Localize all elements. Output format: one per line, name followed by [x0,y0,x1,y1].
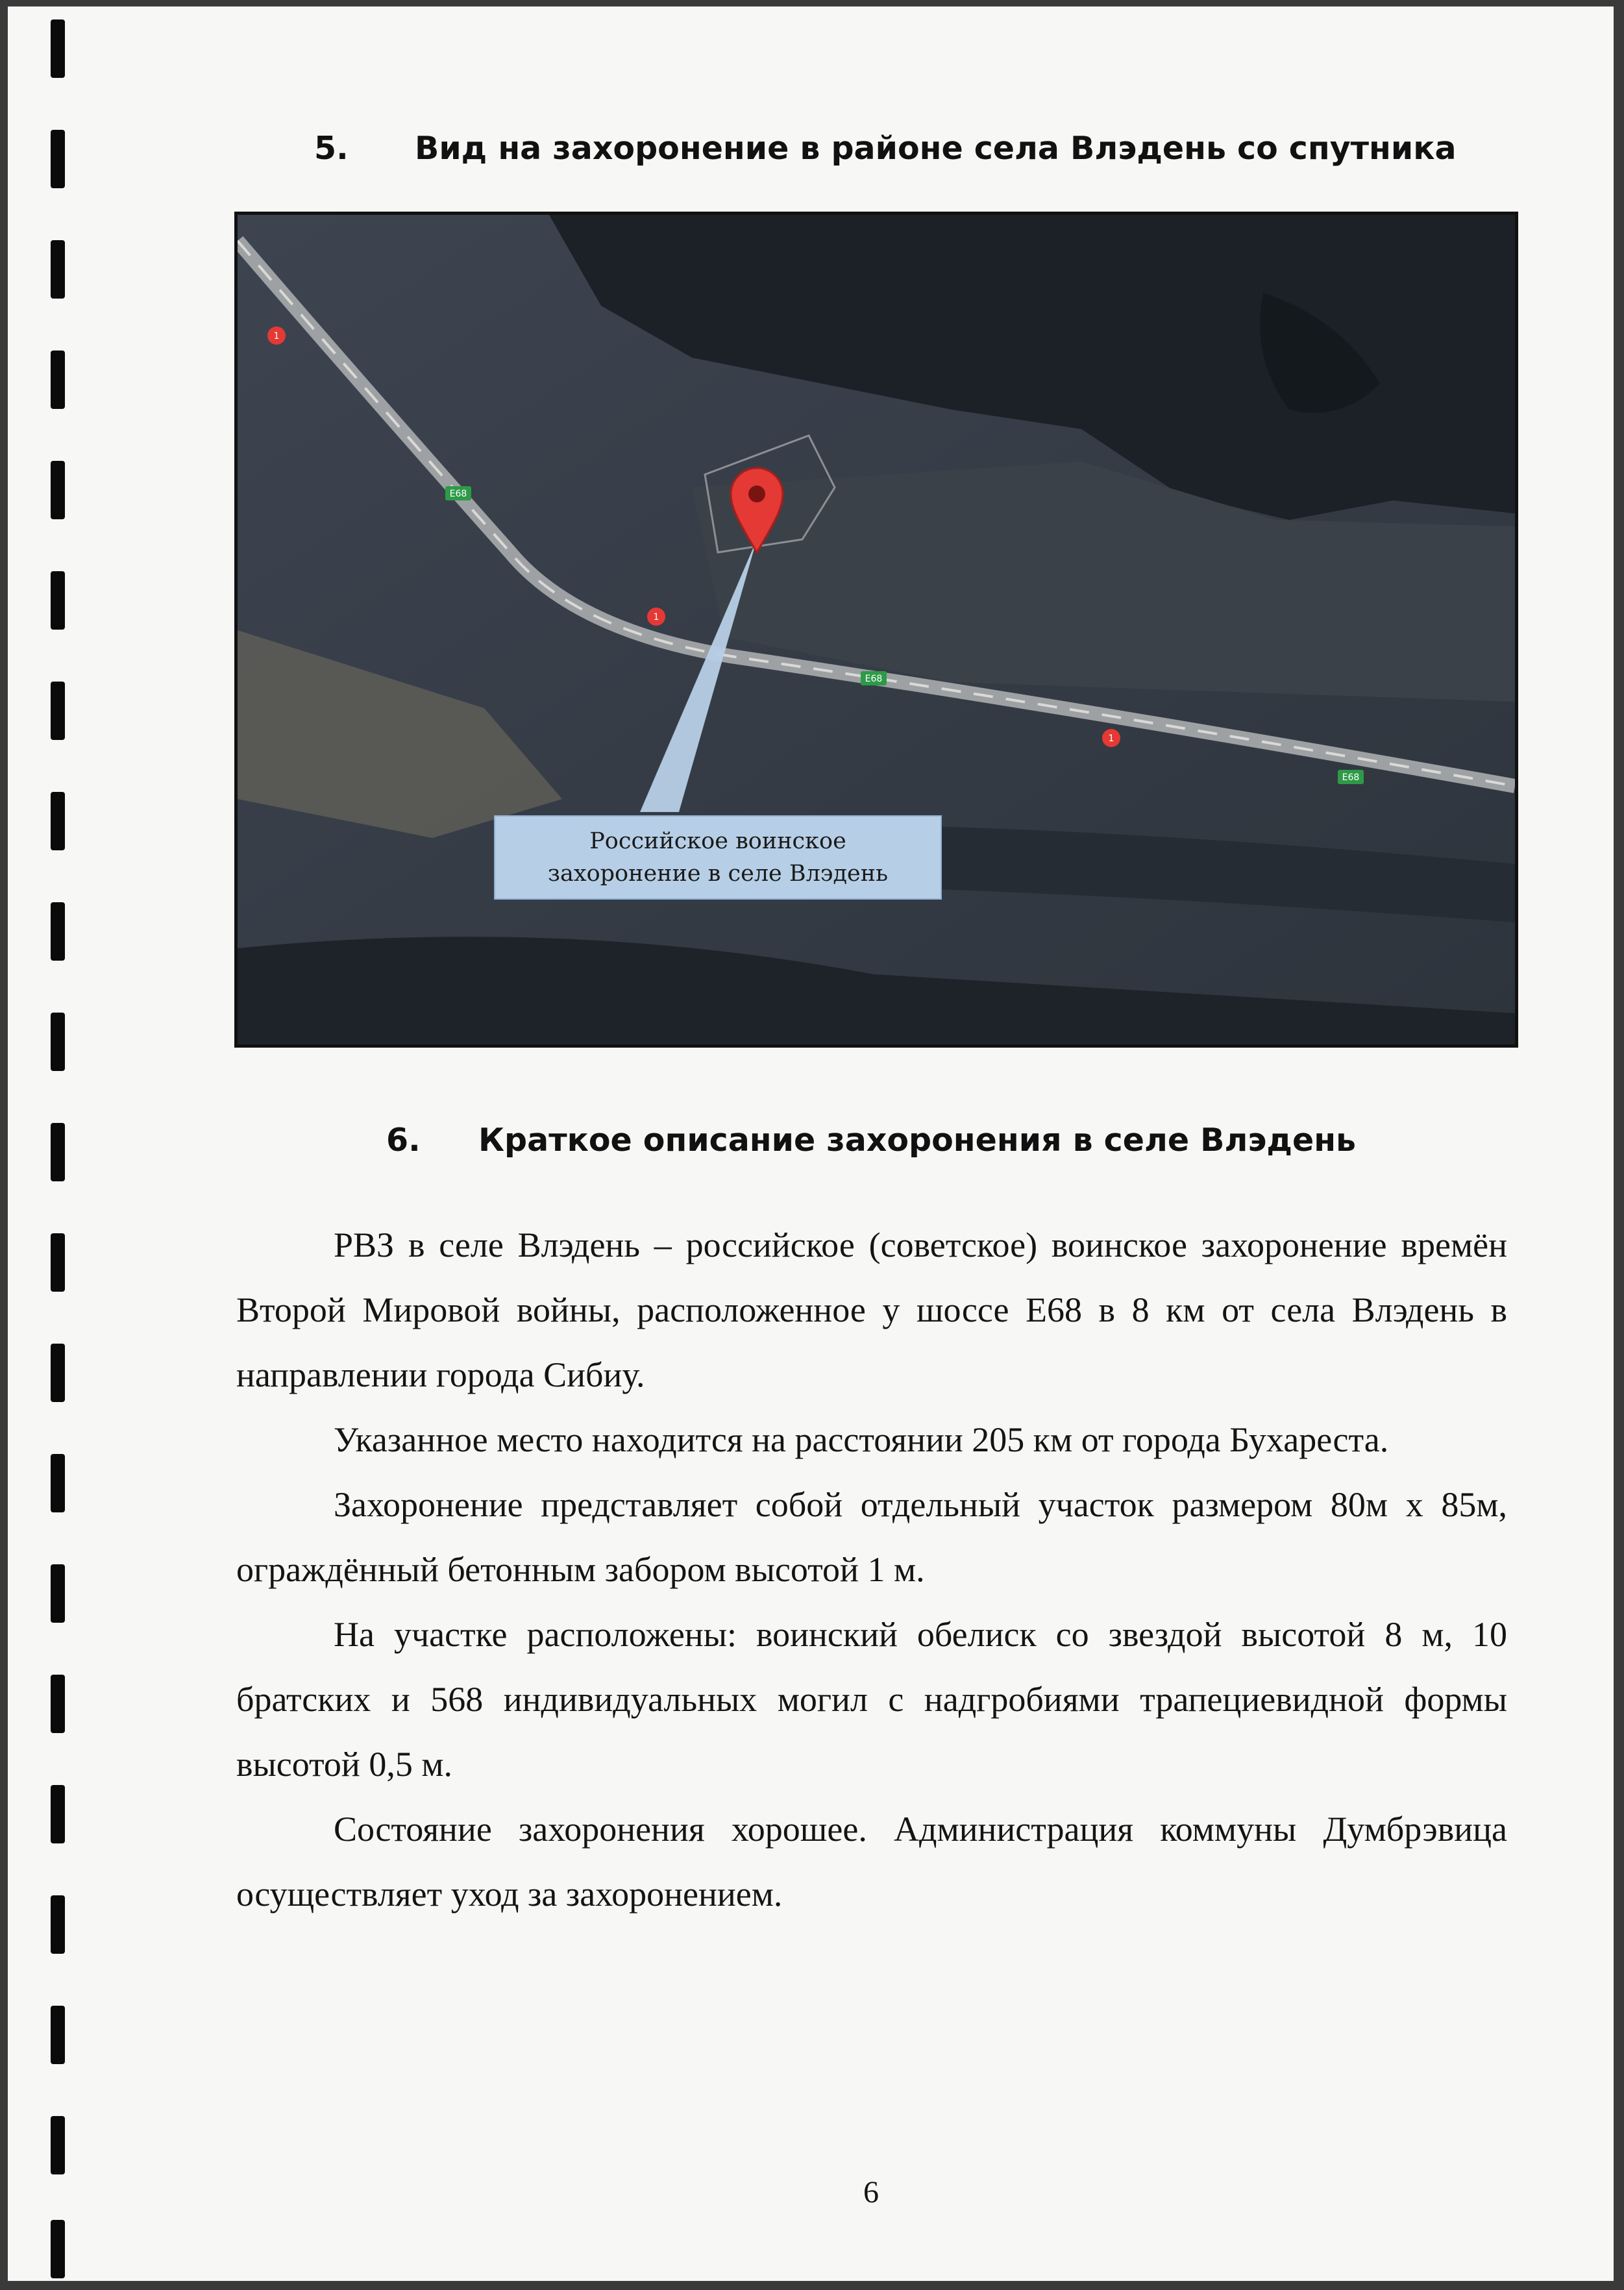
binder-hole [51,1344,65,1402]
satellite-map-drawing [238,215,1515,1044]
binder-hole [51,1013,65,1071]
section-6-heading [386,1122,1356,1159]
binder-hole [51,240,65,299]
road-marker-text: 1 [653,612,659,622]
road-shield-e68 [1338,770,1364,784]
binder-hole [51,1123,65,1181]
document-page [8,6,1614,2281]
binder-hole [51,1454,65,1512]
section-6-number: 6. [386,1122,421,1159]
binder-hole [51,1675,65,1733]
road-marker-icon [647,608,665,626]
section-5-heading [314,130,1457,167]
binder-hole [51,902,65,961]
binder-hole [51,2220,65,2278]
binder-hole [51,130,65,188]
binder-hole [51,792,65,850]
binder-holes [45,6,71,2281]
map-callout-label [494,815,942,900]
section-5-number: 5. [314,130,349,167]
page-number: 6 [863,2175,879,2210]
road-shield-text: E68 [865,674,883,684]
binder-hole [51,1785,65,1843]
binder-hole [51,19,65,78]
description-text [236,1213,1507,1927]
paragraph: РВЗ в селе Влэдень – российское (советское) воинское захоронение времён Второй Мировой войны, расположенное у шоссе Е68 в 8 км от села Влэдень в направлении города Сибиу. [236,1225,1507,1394]
road-marker-text: 1 [273,331,280,341]
binder-hole [51,1564,65,1623]
road-marker-icon [1102,729,1120,747]
section-5-title: Вид на захоронение в районе села Влэдень со спутника [415,130,1457,167]
road-shield-e68 [861,671,887,685]
binder-hole [51,461,65,519]
paragraph: Захоронение представляет собой отдельный участок размером 80м х 85м, ограждённый бетонным забором высотой 1 м. [236,1485,1507,1589]
road-shield-e68 [445,486,471,500]
road-marker-text: 1 [1108,733,1114,744]
paragraph: Состояние захоронения хорошее. Администрация коммуны Думбрэвица осуществляет уход за захоронением. [236,1810,1507,1914]
paragraph: На участке расположены: воинский обелиск со звездой высотой 8 м, 10 братских и 568 индивидуальных могил с надгробиями трапециевидной формы высотой 0,5 м. [236,1615,1507,1784]
binder-hole [51,571,65,630]
road-marker-icon [267,326,286,345]
road-shield-text: E68 [1342,772,1360,783]
satellite-map-image [234,212,1518,1048]
binder-hole [51,351,65,409]
road-shield-text: E68 [449,489,467,499]
callout-line-2: захоронение в селе Влэдень [547,861,889,887]
callout-line-1: Российское воинское [589,828,846,854]
paragraph: Указанное место находится на расстоянии 205 км от города Бухареста. [334,1420,1389,1459]
binder-hole [51,1233,65,1292]
binder-hole [51,2116,65,2174]
binder-hole [51,682,65,740]
section-6-title: Краткое описание захоронения в селе Влэдень [478,1122,1357,1159]
binder-hole [51,1895,65,1954]
binder-hole [51,2006,65,2064]
